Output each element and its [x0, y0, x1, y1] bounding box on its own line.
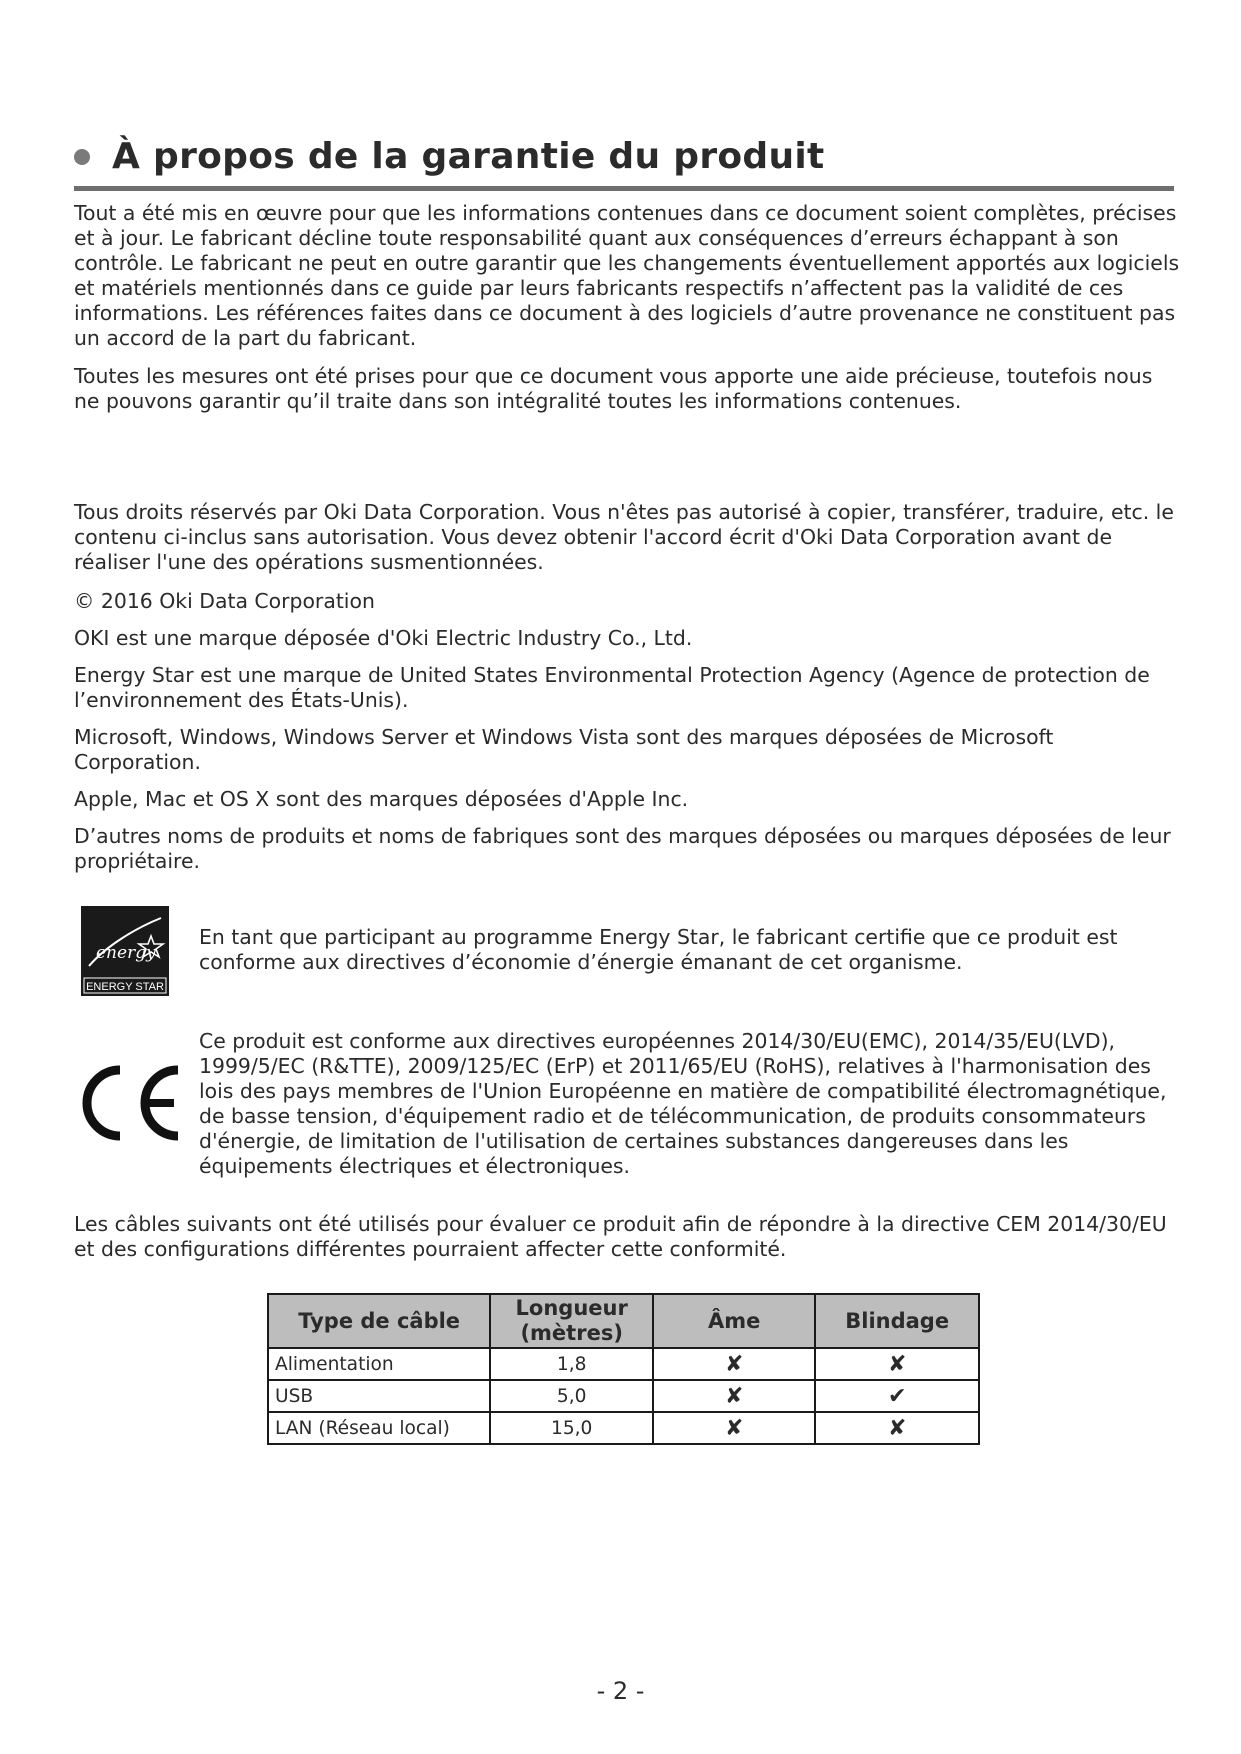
- page-title: À propos de la garantie du produit: [112, 136, 825, 177]
- warranty-paragraph-2: Toutes les mesures ont été prises pour que ce document vous apporte une aide précieuse, toutefois nous ne pouvons garantir qu’il traite dans son intégralité toutes les informations contenues.: [74, 364, 1153, 413]
- energy-star-statement: En tant que participant au programme Energy Star, le fabricant certifie que ce produit est conforme aux directives d’économie d’énergie émanant de cet organisme.: [199, 925, 1118, 974]
- energy-star-logo-icon: [81, 906, 169, 996]
- cable-table: [267, 1293, 980, 1445]
- ce-mark-icon: [80, 1062, 186, 1144]
- energy-star-trademark: Energy Star est une marque de United States Environmental Protection Agency (Agence de protection de l’environnement des États-Unis).: [74, 663, 1150, 712]
- bullet-icon: [74, 149, 90, 165]
- core-cross-icon: ✘: [653, 1412, 815, 1444]
- table-row: [268, 1380, 979, 1412]
- cable-type-cell: LAN (Réseau local): [268, 1412, 490, 1444]
- core-cross-icon: ✘: [653, 1380, 815, 1412]
- cables-intro: Les câbles suivants ont été utilisés pour évaluer ce produit afin de répondre à la directive CEM 2014/30/EU et des configurations différentes pourraient affecter cette conformité.: [74, 1212, 1167, 1261]
- heading-rule: [74, 186, 1174, 191]
- page-number: - 2 -: [596, 1677, 645, 1705]
- section-heading: [74, 136, 1174, 177]
- core-cross-icon: ✘: [653, 1348, 815, 1380]
- header-length: Longueur (mètres): [490, 1294, 653, 1348]
- shield-cross-icon: ✘: [815, 1348, 979, 1380]
- cable-type-cell: USB: [268, 1380, 490, 1412]
- table-header-row: [268, 1294, 979, 1348]
- table-row: [268, 1348, 979, 1380]
- header-shielding: Blindage: [815, 1294, 979, 1348]
- warranty-paragraph-1: Tout a été mis en œuvre pour que les informations contenues dans ce document soient complètes, précises et à jour. Le fabricant décline toute responsabilité quant aux conséquences d’erreurs échappant à son contrôle. Le fabricant ne peut en outre garantir que les changements éventuellement apportés aux logiciels et matériels mentionnés dans ce guide par leurs fabricants respectifs n’affectent pas la validité de ces informations. Les références faites dans ce document à des logiciels d’autre provenance ne constituent pas un accord de la part du fabricant.: [74, 201, 1180, 350]
- rights-paragraph: Tous droits réservés par Oki Data Corporation. Vous n'êtes pas autorisé à copier, transférer, traduire, etc. le contenu ci-inclus sans autorisation. Vous devez obtenir l'accord écrit d'Oki Data Corporation avant de réaliser l'une des opérations susmentionnées.: [74, 500, 1174, 574]
- svg-text:ENERGY STAR: ENERGY STAR: [86, 981, 164, 993]
- copyright-line: © 2016 Oki Data Corporation: [74, 589, 375, 613]
- header-core: Âme: [653, 1294, 815, 1348]
- shield-cross-icon: ✘: [815, 1412, 979, 1444]
- length-cell: 15,0: [490, 1412, 653, 1444]
- cable-type-cell: Alimentation: [268, 1348, 490, 1380]
- microsoft-trademark: Microsoft, Windows, Windows Server et Windows Vista sont des marques déposées de Microsoft Corporation.: [74, 725, 1054, 774]
- header-cable-type: Type de câble: [268, 1294, 490, 1348]
- other-trademarks: D’autres noms de produits et noms de fabriques sont des marques déposées ou marques déposées de leur propriétaire.: [74, 824, 1171, 873]
- shield-check-icon: ✔: [815, 1380, 979, 1412]
- length-cell: 1,8: [490, 1348, 653, 1380]
- ce-conformity-statement: Ce produit est conforme aux directives européennes 2014/30/EU(EMC), 2014/35/EU(LVD), 1999/5/EC (R&TTE), 2009/125/EC (ErP) et 2011/65/EU (RoHS), relatives à l'harmonisation des lois des pays membres de l'Union Européenne en matière de compatibilité électromagnétique, de basse tension, d'équipement radio et de télécommunication, de produits consommateurs d'énergie, de limitation de l'utilisation de certaines substances dangereuses dans les équipements électriques et électroniques.: [199, 1029, 1167, 1178]
- length-cell: 5,0: [490, 1380, 653, 1412]
- oki-trademark: OKI est une marque déposée d'Oki Electric Industry Co., Ltd.: [74, 626, 693, 650]
- table-row: [268, 1412, 979, 1444]
- apple-trademark: Apple, Mac et OS X sont des marques déposées d'Apple Inc.: [74, 787, 689, 811]
- svg-text:energy: energy: [96, 943, 156, 963]
